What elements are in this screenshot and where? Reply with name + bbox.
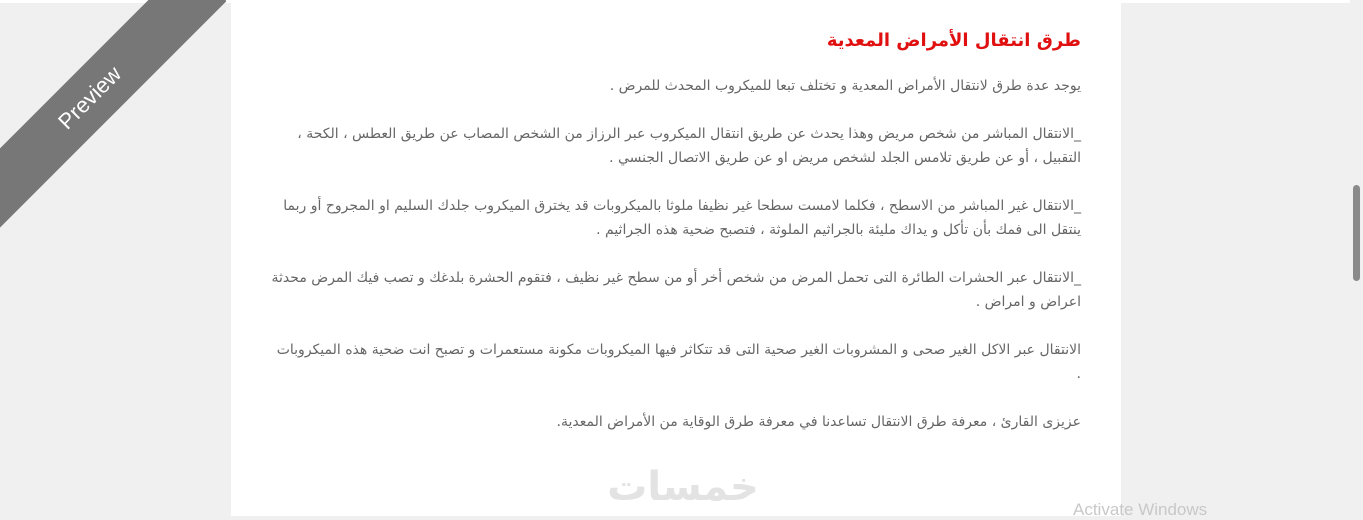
article-paragraph: يوجد عدة طرق لانتقال الأمراض المعدية و تختلف تبعا للميكروب المحدث للمرض . <box>609 78 1081 94</box>
article-title: طرق انتقال الأمراض المعدية <box>826 30 1081 51</box>
vertical-scrollbar[interactable] <box>1350 0 1363 516</box>
article-paragraph: _الانتقال عبر الحشرات الطائرة التى تحمل المرض من شخص أخر أو من سطح غير نظيف ، فتقوم الحشرة بلدغك و تصب فيك المرض محدثة اعراض و امراض . <box>271 270 1081 310</box>
activate-windows-notice: Activate Windows <box>1073 500 1208 519</box>
preview-ribbon <box>0 0 240 240</box>
article <box>271 28 1081 430</box>
article-paragraph: الانتقال عبر الاكل الغير صحى و المشروبات الغير صحية التى قد تتكاثر فيها الميكروبات مكونة مستعمرات و تصبح انت ضحية هذه الميكروبات . <box>276 342 1081 382</box>
khamsat-watermark-logo: خمسات <box>607 464 759 510</box>
preview-ribbon-label: Preview <box>0 0 226 234</box>
article-paragraph: عزيزى القارئ ، معرفة طرق الانتقال تساعدنا في معرفة طرق الوقاية من الأمراض المعدية. <box>556 414 1081 430</box>
article-paragraph: _الانتقال المباشر من شخص مريض وهذا يحدث عن طريق انتقال الميكروب عبر الرزاز من الشخص المصاب عن طريق العطس ، الكحة ، التقبيل ، أو عن طريق تلامس الجلد لشخص مريض او عن طريق الاتصال الجنسي . <box>297 126 1081 166</box>
scrollbar-thumb[interactable] <box>1353 185 1360 281</box>
article-paragraph: _الانتقال غير المباشر من الاسطح ، فكلما لامست سطحا غير نظيفا ملوثا بالميكروبات قد يخترق الميكروب جلدك السليم او المجروح أو ربما ينتقل الى فمك بأن تأكل و يداك مليئة بالجراثيم الملوثة ، فتصبح ضحية هذه الجراثيم . <box>283 198 1081 238</box>
